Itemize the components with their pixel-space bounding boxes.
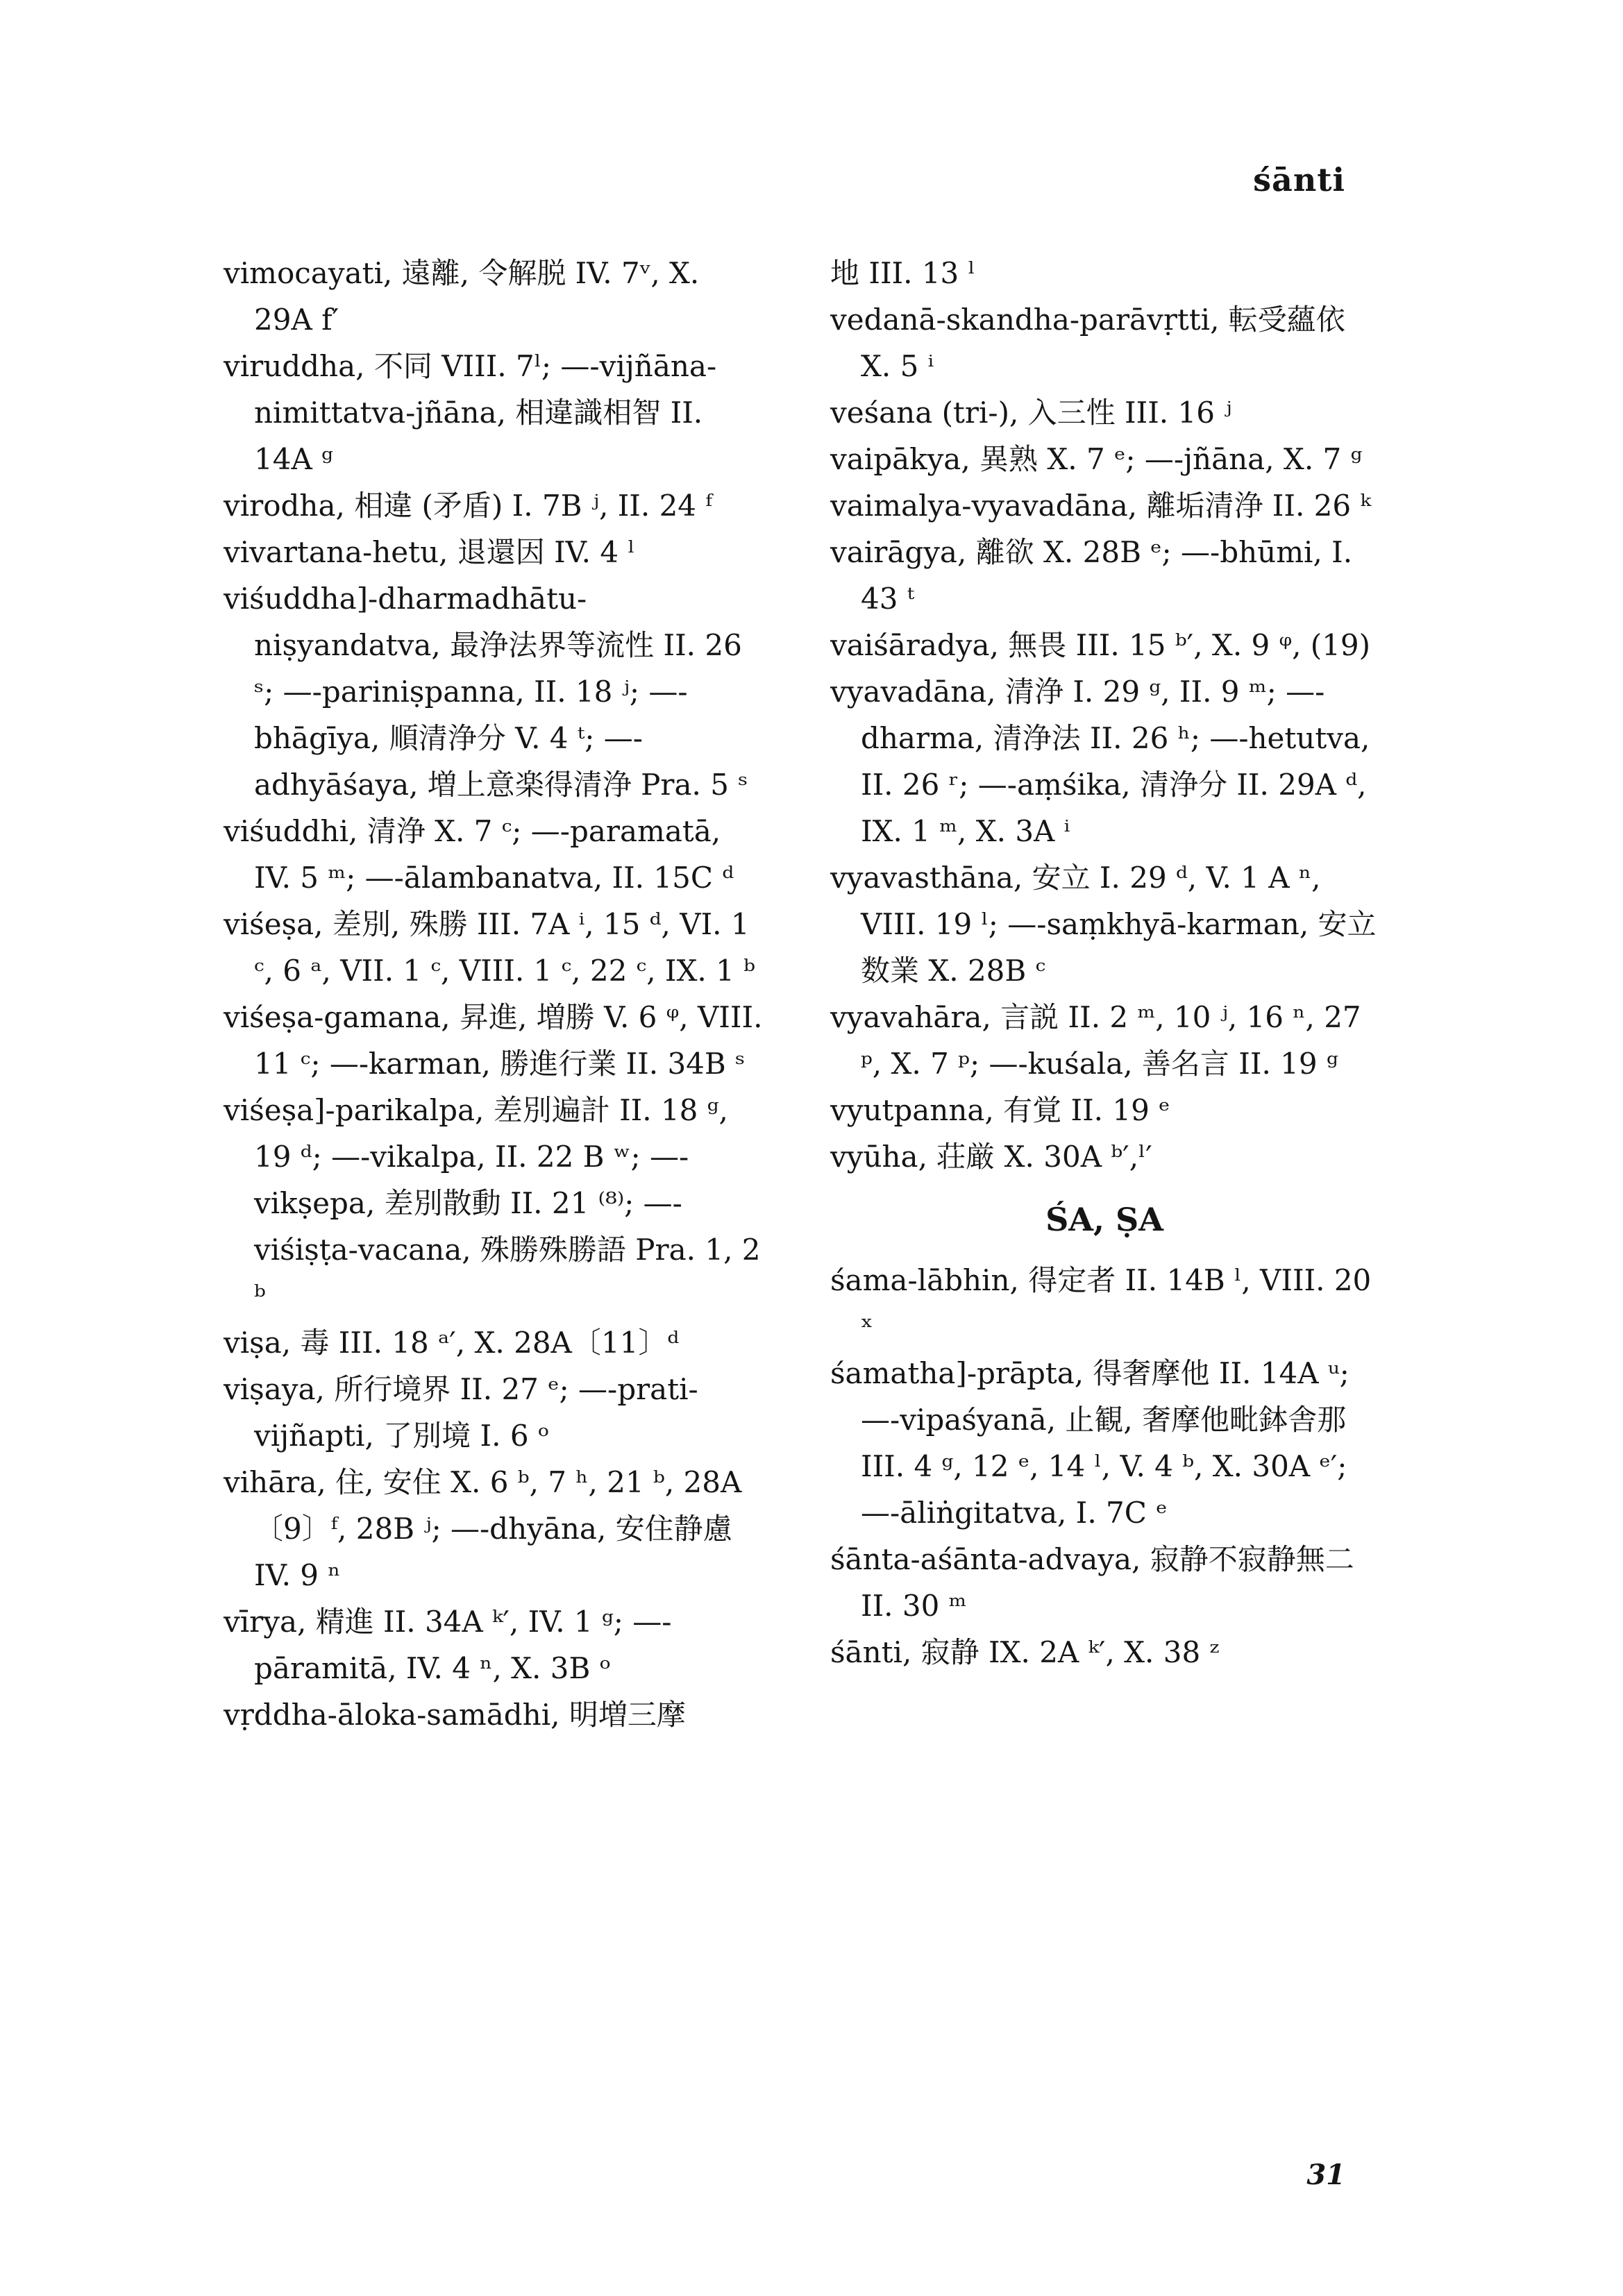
index-entry: vyutpanna, 有覚 II. 19 ᵉ (830, 1093, 1170, 1127)
index-entry: śānta-aśānta-advaya, 寂静不寂静無二 II. 30 ᵐ (830, 1542, 1354, 1623)
index-entry: vyūha, 荘厳 X. 30A ᵇ′,ˡ′ (830, 1140, 1152, 1174)
index-entry: śamatha]-prāpta, 得奢摩他 II. 14A ᵘ; —-vipaśyanā, 止観, 奢摩他毗鉢舎那 III. 4 ᵍ, 12 ᵉ, 14 ˡ, V. 4 ᵇ, X. 30A ᵉ′; —-āliṅgitatva, I. 7C ᵉ (830, 1356, 1349, 1530)
index-entry: vaiśāradya, 無畏 III. 15 ᵇ′, X. 9 ᵠ, (19) (830, 628, 1371, 662)
index-entry: vedanā-skandha-parāvṛtti, 転受蘊依 X. 5 ⁱ (830, 303, 1345, 383)
running-head: śānti (1253, 161, 1345, 199)
index-entry: vaimalya-vyavadāna, 離垢清浄 II. 26 ᵏ (830, 489, 1371, 523)
index-entry: vṛddha-āloka-samādhi, 明増三摩 (224, 1698, 686, 1732)
index-entry: vihāra, 住, 安住 X. 6 ᵇ, 7 ʰ, 21 ᵇ, 28A〔9〕ᶠ, 28B ʲ; —-dhyāna, 安住静慮 IV. 9 ⁿ (224, 1465, 742, 1592)
index-entry: viṣa, 毒 III. 18 ᵃ′, X. 28A〔11〕ᵈ (224, 1326, 680, 1360)
index-entry: vyavasthāna, 安立 I. 29 ᵈ, V. 1 A ⁿ, VIII. 19 ˡ; —-saṃkhyā-karman, 安立数業 X. 28B ᶜ (830, 861, 1377, 988)
index-entry: vivartana-hetu, 退還因 IV. 4 ˡ (224, 535, 635, 569)
right-column (830, 250, 1379, 1675)
index-entry: viśeṣa, 差別, 殊勝 III. 7A ⁱ, 15 ᵈ, VI. 1 ᶜ, 6 ᵃ, VII. 1 ᶜ, VIII. 1 ᶜ, 22 ᶜ, IX. 1 ᵇ (224, 907, 755, 988)
section-heading: ŚA, ṢA (1045, 1201, 1163, 1238)
index-entry: 地 III. 13 ˡ (830, 256, 975, 290)
index-entry: vairāgya, 離欲 X. 28B ᵉ; —-bhūmi, I. 43 ᵗ (830, 535, 1353, 616)
index-entry: viśeṣa-gamana, 昇進, 増勝 V. 6 ᵠ, VIII. 11 ᶜ; —-karman, 勝進行業 II. 34B ˢ (224, 1000, 763, 1081)
index-entry: viśuddha]-dharmadhātu-niṣyandatva, 最浄法界等流性 II. 26 ˢ; —-pariniṣpanna, II. 18 ʲ; —-bhāgīya, 順清浄分 V. 4 ᵗ; —-adhyāśaya, 増上意楽得清浄 Pra. 5 ˢ (224, 582, 748, 802)
index-entry: vimocayati, 遠離, 令解脱 IV. 7ᵛ, X. 29A f′ (224, 256, 700, 337)
index-entry: viruddha, 不同 VIII. 7ˡ; —-vijñāna-nimittatva-jñāna, 相違識相智 II. 14A ᵍ (224, 349, 717, 476)
index-entry: viśuddhi, 清浄 X. 7 ᶜ; —-paramatā, IV. 5 ᵐ; —-ālambanatva, II. 15C ᵈ (224, 814, 734, 895)
index-entry: viṣaya, 所行境界 II. 27 ᵉ; —-prati-vijñapti, 了別境 I. 6 ᵒ (224, 1372, 698, 1453)
index-entry: vyavadāna, 清浄 I. 29 ᵍ, II. 9 ᵐ; —-dharma, 清浄法 II. 26 ʰ; —-hetutva, II. 26 ʳ; —-aṃśika, 清浄分 II. 29A ᵈ, IX. 1 ᵐ, X. 3A ⁱ (830, 675, 1370, 848)
index-entry: śama-lābhin, 得定者 II. 14B ˡ, VIII. 20 ˣ (830, 1263, 1372, 1344)
page-number: 31 (1306, 2159, 1345, 2191)
left-column (224, 250, 765, 1738)
index-entry: viśeṣa]-parikalpa, 差別遍計 II. 18 ᵍ, 19 ᵈ; —-vikalpa, II. 22 B ʷ; —-vikṣepa, 差別散動 II. 21 ⁽⁸⁾; —-viśiṣṭa-vacana, 殊勝殊勝語 Pra. 1, 2 ᵇ (224, 1093, 761, 1313)
index-entry: vaipākya, 異熟 X. 7 ᵉ; —-jñāna, X. 7 ᵍ (830, 442, 1363, 476)
index-entry: veśana (tri-), 入三性 III. 16 ʲ (830, 396, 1232, 430)
index-entry: vyavahāra, 言説 II. 2 ᵐ, 10 ʲ, 16 ⁿ, 27 ᵖ, X. 7 ᵖ; —-kuśala, 善名言 II. 19 ᵍ (830, 1000, 1361, 1081)
index-entry: virodha, 相違 (矛盾) I. 7B ʲ, II. 24 ᶠ (224, 489, 712, 523)
index-entry: śānti, 寂静 IX. 2A ᵏ′, X. 38 ᶻ (830, 1635, 1220, 1669)
index-entry: vīrya, 精進 II. 34A ᵏ′, IV. 1 ᵍ; —-pāramitā, IV. 4 ⁿ, X. 3B ᵒ (224, 1605, 672, 1685)
